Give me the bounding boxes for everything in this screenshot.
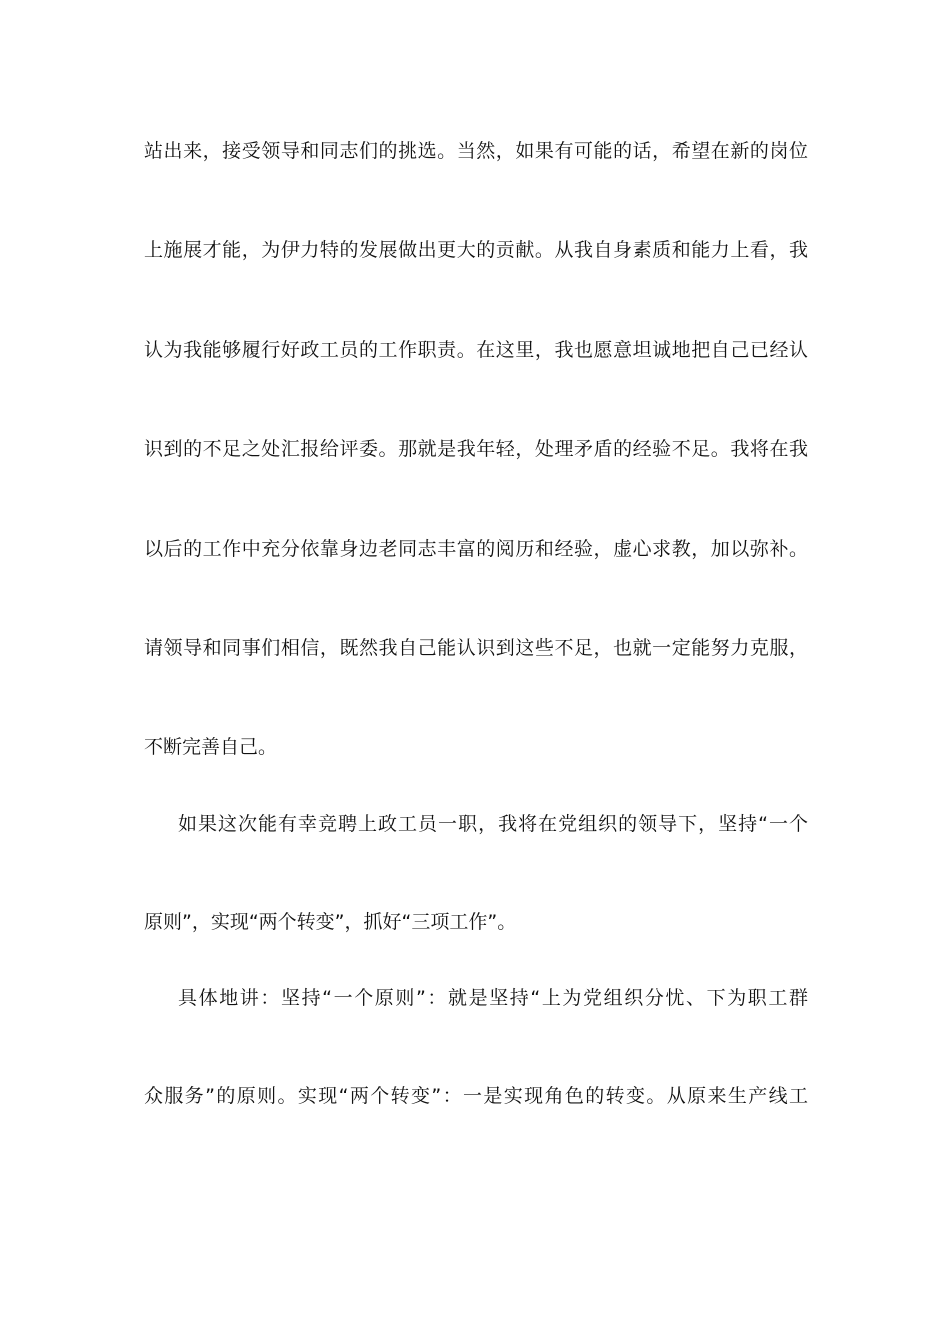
- paragraph-line: 不断完善自己。: [144, 736, 278, 758]
- paragraph-line: 上施展才能，为伊力特的发展做出更大的贡献。从我自身素质和能力上看，我: [144, 239, 808, 261]
- paragraph-line: 识到的不足之处汇报给评委。那就是我年轻，处理矛盾的经验不足。我将在我: [144, 438, 808, 460]
- paragraph-line: 如果这次能有幸竞聘上政工员一职，我将在党组织的领导下，坚持“一个: [178, 813, 808, 835]
- paragraph-line: 认为我能够履行好政工员的工作职责。在这里，我也愿意坦诚地把自己已经认: [144, 339, 808, 361]
- paragraph-line: 众服务”的原则。实现“两个转变”：一是实现角色的转变。从原来生产线工: [144, 1085, 808, 1107]
- paragraph-line: 请领导和同事们相信，既然我自己能认识到这些不足，也就一定能努力克服，: [144, 637, 808, 659]
- paragraph-line: 原则”，实现“两个转变”，抓好“三项工作”。: [144, 911, 517, 933]
- paragraph-line: 站出来，接受领导和同志们的挑选。当然，如果有可能的话，希望在新的岗位: [144, 140, 808, 162]
- paragraph-line: 以后的工作中充分依靠身边老同志丰富的阅历和经验，虚心求教，加以弥补。: [144, 538, 808, 560]
- paragraph-line: 具体地讲：坚持“一个原则”：就是坚持“上为党组织分忧、下为职工群: [178, 987, 808, 1009]
